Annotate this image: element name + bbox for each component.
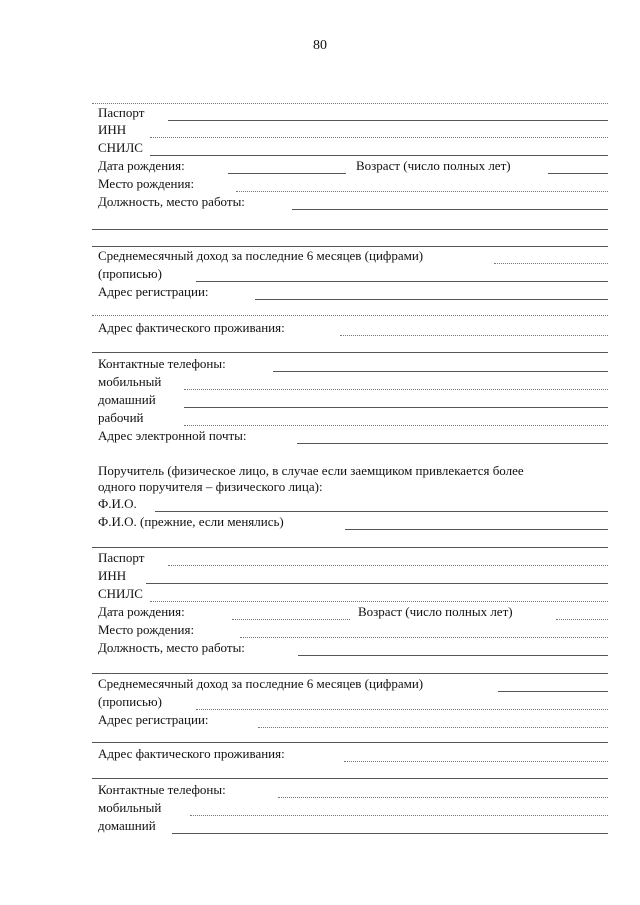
age-field[interactable] [548, 173, 608, 174]
guarantor-income-words-label: (прописью) [98, 694, 162, 709]
actual-address-field-continued[interactable] [92, 352, 608, 353]
income-words-field[interactable] [196, 281, 608, 282]
guarantor-snils-label: СНИЛС [98, 586, 143, 601]
registration-address-label: Адрес регистрации: [98, 284, 209, 299]
page-number: 80 [313, 38, 327, 53]
guarantor-registration-address-label: Адрес регистрации: [98, 712, 209, 727]
position-field-continued[interactable] [92, 229, 608, 230]
position-field[interactable] [292, 209, 608, 210]
passport-label: Паспорт [98, 105, 145, 120]
separator-line [92, 547, 608, 548]
guarantor-contact-phones-label: Контактные телефоны: [98, 782, 226, 797]
guarantor-fio-previous-label: Ф.И.О. (прежние, если менялись) [98, 514, 284, 529]
guarantor-fio-label: Ф.И.О. [98, 496, 137, 511]
guarantor-fio-field[interactable] [155, 511, 608, 512]
birth-date-label: Дата рождения: [98, 158, 185, 173]
passport-field[interactable] [168, 120, 608, 121]
separator-line [92, 673, 608, 674]
guarantor-passport-label: Паспорт [98, 550, 145, 565]
guarantor-birth-date-label: Дата рождения: [98, 604, 185, 619]
guarantor-header-line1: Поручитель (физическое лицо, в случае если заемщиком привлекается более [98, 463, 524, 478]
work-label: рабочий [98, 410, 144, 425]
contact-phones-label: Контактные телефоны: [98, 356, 226, 371]
guarantor-position-label: Должность, место работы: [98, 640, 245, 655]
guarantor-actual-address-field-continued[interactable] [92, 778, 608, 779]
email-field[interactable] [297, 443, 608, 444]
guarantor-snils-field[interactable] [150, 601, 608, 602]
inn-field[interactable] [150, 137, 608, 138]
mobile-label: мобильный [98, 374, 162, 389]
guarantor-income-digits-field[interactable] [498, 691, 608, 692]
separator-line [92, 246, 608, 247]
actual-address-label: Адрес фактического проживания: [98, 320, 285, 335]
birth-place-field[interactable] [236, 191, 608, 192]
snils-label: СНИЛС [98, 140, 143, 155]
guarantor-mobile-field[interactable] [190, 815, 608, 816]
guarantor-home-label: домашний [98, 818, 156, 833]
separator-line [92, 103, 608, 104]
guarantor-position-field[interactable] [298, 655, 608, 656]
guarantor-mobile-label: мобильный [98, 800, 162, 815]
email-label: Адрес электронной почты: [98, 428, 247, 443]
guarantor-fio-previous-field[interactable] [345, 529, 608, 530]
inn-label: ИНН [98, 122, 127, 137]
mobile-field[interactable] [184, 389, 608, 390]
guarantor-income-words-field[interactable] [196, 709, 608, 710]
guarantor-birth-date-field[interactable] [232, 619, 350, 620]
guarantor-registration-address-field-continued[interactable] [92, 742, 608, 743]
birth-place-label: Место рождения: [98, 176, 195, 191]
income-digits-field[interactable] [494, 263, 608, 264]
guarantor-contact-phones-field[interactable] [278, 797, 608, 798]
snils-field[interactable] [150, 155, 608, 156]
guarantor-birth-place-label: Место рождения: [98, 622, 195, 637]
contact-phones-field[interactable] [273, 371, 608, 372]
guarantor-actual-address-label: Адрес фактического проживания: [98, 746, 285, 761]
home-label: домашний [98, 392, 156, 407]
guarantor-income-digits-label: Среднемесячный доход за последние 6 месяцев (цифрами) [98, 676, 424, 691]
income-words-label: (прописью) [98, 266, 162, 281]
guarantor-inn-field[interactable] [146, 583, 608, 584]
birth-date-field[interactable] [228, 173, 346, 174]
actual-address-field[interactable] [340, 335, 608, 336]
guarantor-actual-address-field[interactable] [344, 761, 608, 762]
guarantor-passport-field[interactable] [168, 565, 608, 566]
work-field[interactable] [184, 425, 608, 426]
guarantor-registration-address-field[interactable] [258, 727, 608, 728]
registration-address-field[interactable] [255, 299, 608, 300]
income-digits-label: Среднемесячный доход за последние 6 месяцев (цифрами) [98, 248, 424, 263]
registration-address-field-continued[interactable] [92, 315, 608, 316]
age-label: Возраст (число полных лет) [356, 158, 511, 173]
guarantor-home-field[interactable] [172, 833, 608, 834]
guarantor-inn-label: ИНН [98, 568, 127, 583]
guarantor-age-label: Возраст (число полных лет) [358, 604, 513, 619]
home-field[interactable] [184, 407, 608, 408]
position-label: Должность, место работы: [98, 194, 245, 209]
guarantor-birth-place-field[interactable] [240, 637, 608, 638]
guarantor-age-field[interactable] [556, 619, 608, 620]
guarantor-header-line2: одного поручителя – физического лица): [98, 479, 323, 494]
